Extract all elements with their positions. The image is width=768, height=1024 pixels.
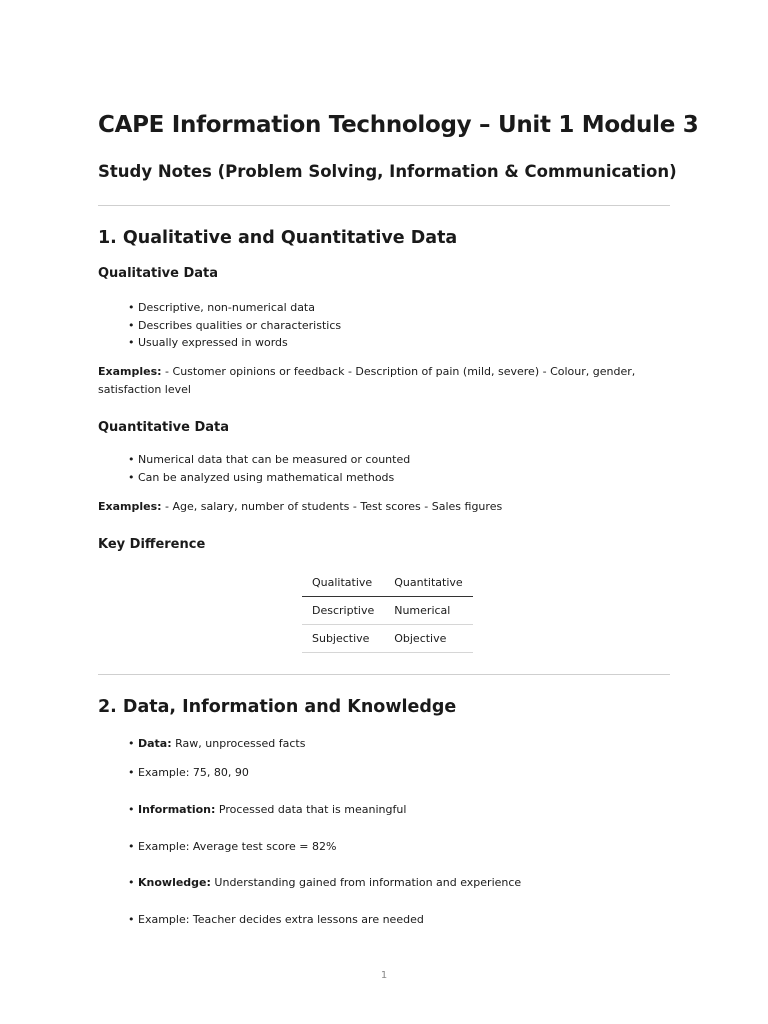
table-cell: Descriptive — [302, 597, 384, 625]
key-difference-heading: Key Difference — [98, 537, 206, 552]
list-item — [128, 803, 406, 816]
list-item — [128, 876, 521, 889]
list-item: • Numerical data that can be measured or counted — [128, 451, 410, 469]
table-cell: Objective — [384, 625, 472, 653]
examples-text: - Customer opinions or feedback - Description of pain (mild, severe) - Colour, gender, satisfaction level — [98, 365, 636, 396]
page-number: 1 — [380, 970, 388, 981]
quantitative-bullet-list — [128, 451, 410, 486]
table-cell: Numerical — [384, 597, 472, 625]
examples-label: Examples: — [98, 365, 162, 378]
term-text: Processed data that is meaningful — [215, 803, 407, 816]
section-heading-2: 2. Data, Information and Knowledge — [98, 697, 457, 717]
section-heading-1: 1. Qualitative and Quantitative Data — [98, 228, 458, 248]
list-item: • Usually expressed in words — [128, 334, 341, 352]
list-item — [128, 766, 249, 779]
qualitative-heading: Qualitative Data — [98, 266, 219, 281]
table-header-row — [302, 572, 473, 597]
table-row — [302, 597, 473, 625]
page-subtitle: Study Notes (Problem Solving, Information & Communication) — [98, 162, 677, 181]
examples-label: Examples: — [98, 500, 162, 513]
list-item — [128, 913, 424, 926]
quantitative-heading: Quantitative Data — [98, 420, 230, 435]
table-row — [302, 625, 473, 653]
divider — [98, 674, 670, 675]
qualitative-bullet-list — [128, 299, 341, 352]
term-label: Data: — [138, 737, 172, 750]
list-item — [128, 840, 336, 853]
list-item: • Describes qualities or characteristics — [128, 317, 341, 335]
table-header-cell: Qualitative — [302, 572, 384, 597]
page-title: CAPE Information Technology – Unit 1 Module 3 — [98, 112, 699, 138]
table-header-cell: Quantitative — [384, 572, 472, 597]
term-text: Example: 75, 80, 90 — [138, 766, 249, 779]
list-item: • Can be analyzed using mathematical methods — [128, 469, 410, 487]
term-text: Example: Teacher decides extra lessons are needed — [138, 913, 424, 926]
key-difference-table — [302, 572, 473, 653]
list-item: • Descriptive, non-numerical data — [128, 299, 341, 317]
qualitative-examples — [98, 363, 673, 399]
term-text: Raw, unprocessed facts — [171, 737, 306, 750]
examples-text: - Age, salary, number of students - Test scores - Sales figures — [161, 500, 503, 513]
table-cell: Subjective — [302, 625, 384, 653]
term-label: Knowledge: — [138, 876, 211, 889]
list-item — [128, 737, 305, 750]
divider — [98, 205, 670, 206]
term-text: Understanding gained from information and experience — [210, 876, 522, 889]
quantitative-examples — [98, 498, 673, 516]
term-text: Example: Average test score = 82% — [138, 840, 337, 853]
term-label: Information: — [138, 803, 216, 816]
